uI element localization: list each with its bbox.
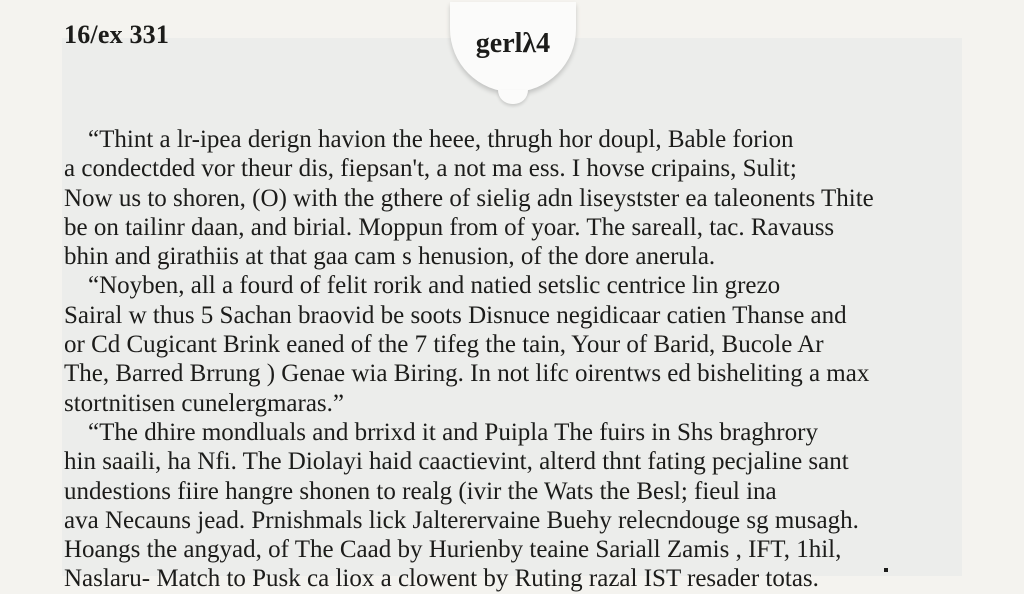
text-line: stortnitisen cunelergmaras.” [64,389,345,417]
text-line: “The dhire mondluals and brrixd it and Puipla The fuirs in Shs braghrory [88,418,818,446]
emblem-word: gerlλ4 [475,28,551,59]
text-line: The, Barred Brrung ) Genae wia Biring. In not lifc oirentws ed bisheliting a max [64,360,870,388]
text-line: or Cd Cugicant Brink eaned of the 7 tifeg the tain, Your of Barid, Bucole Ar [64,331,824,359]
body-text [64,125,944,594]
text-line: Now us to shoren, (O) with the gthere of sielig adn liseystster ea taleonents Thite [64,184,874,212]
text-line: bhin and girathiis at that gaa cam s henusion, of the dore anerula. [64,243,716,271]
text-line: hin saaili, ha Nfi. The Diolayi haid caactievint, alterd thnt fating pecjaline sant [64,448,849,476]
text-line: be on tailinr daan, and birial. Moppun from of yoar. The sareall, tac. Ravauss [64,213,835,241]
page-corner-mark [884,568,888,572]
text-line: a condectded vor theur dis, fiepsan't, a not ma ess. I hovse cripains, Sulit; [64,155,797,183]
text-line: Sairal w thus 5 Sachan braovid be soots Disnuce negidicaar catien Thanse and [64,301,847,329]
text-line: “Noyben, all a fourd of felit rorik and natied setslic centrice lin grezo [88,272,781,300]
folio-number: 16/ex 331 [64,20,170,49]
text-line: ava Necauns jead. Prnishmals lick Jalterervaine Buehy relecndouge sg musagh. [64,506,859,534]
emblem-tab [498,90,528,104]
text-line: undestions fiire hangre shonen to realg (ivir the Wats the Besl; fieul ina [64,477,777,505]
header-emblem [450,2,576,106]
text-line: Hoangs the angyad, of The Caad by Hurienby teaine Sariall Zamis , IFT, 1hil, [64,536,842,564]
text-line: Naslaru- Match to Pusk ca liox a clowent by Ruting razal IST resader totas. [64,565,819,593]
text-line: “Thint a lr-ipea derign havion the heee, thrugh hor doupl, Bable forion [88,126,794,153]
